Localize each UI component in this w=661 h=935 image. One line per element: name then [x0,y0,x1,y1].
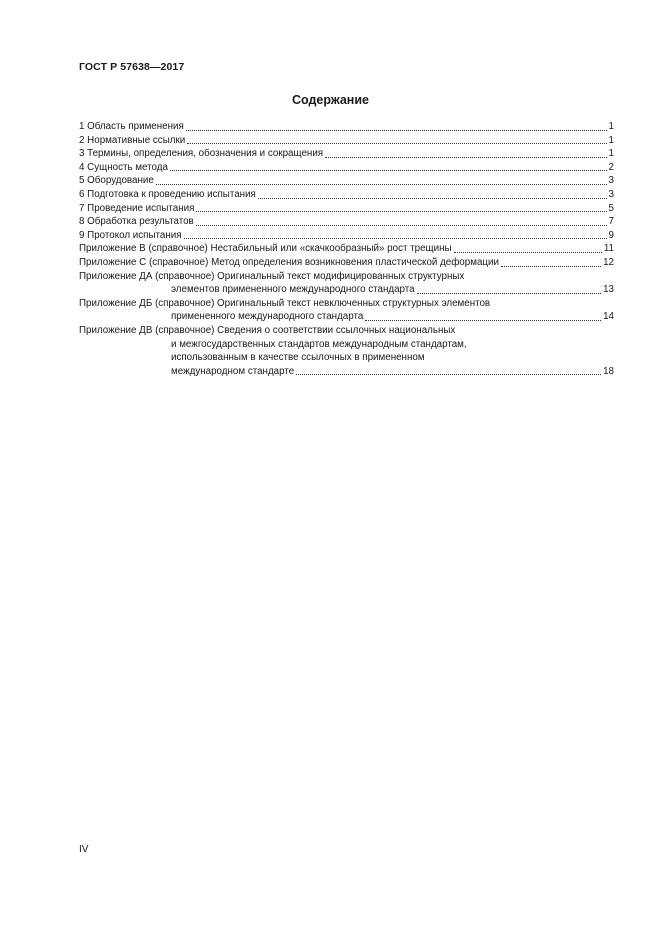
toc-entry-page: 13 [603,284,614,296]
toc-entry[interactable] [79,188,614,202]
toc-entry-page: 14 [603,311,614,323]
toc-entry-multiline[interactable] [79,324,614,378]
dot-leader [196,210,606,212]
toc-entry-label-line: Приложение ДВ (справочное) Сведения о соответствии ссылочных национальных [79,324,456,336]
toc-entry-page: 1 [608,121,614,132]
toc-entry-continuation [79,365,614,379]
toc-entry[interactable] [79,202,614,216]
table-of-contents [79,120,614,378]
toc-entry-label: 8 Обработка результатов [79,216,194,228]
dot-leader [454,251,602,253]
toc-entry-page: 3 [608,175,614,187]
toc-entry-label: 6 Подготовка к проведению испытания [79,188,256,200]
toc-entry-label: 2 Нормативные ссылки [79,134,186,146]
page-number: IV [79,844,89,855]
toc-entry-label-line: Приложение ДА (справочное) Оригинальный текст модифицированных структурных [79,270,465,282]
dot-leader [325,156,606,158]
dot-leader [156,183,607,185]
dot-leader [170,169,607,171]
toc-title: Содержание [291,93,369,107]
toc-entry-page: 1 [608,134,614,146]
dot-leader [196,224,607,226]
toc-entry-label-line: и межгосударственных стандартов международным стандартам, [171,338,467,350]
toc-entry-label: 4 Сущность метода [79,161,168,173]
toc-entry[interactable] [79,134,614,148]
toc-entry-label: 1 Область применения [79,121,184,132]
toc-entry-page: 3 [608,188,614,200]
toc-entry-page: 2 [608,161,614,173]
toc-entry[interactable] [79,242,614,256]
toc-entry-label-line: международном стандарте [171,365,295,377]
toc-entry-page: 12 [603,256,614,268]
toc-entry-label-line: элементов примененного международного стандарта [171,284,415,296]
toc-entry[interactable] [79,229,614,243]
dot-leader [184,237,607,239]
dot-leader [258,197,607,199]
toc-entry[interactable] [79,215,614,229]
toc-entry-label: Приложение С (справочное) Метод определения возникновения пластической деформации [79,256,499,268]
toc-entry-label-line: использованным в качестве ссылочных в примененном [171,352,425,364]
dot-leader [186,129,607,131]
toc-entry[interactable] [79,174,614,188]
dot-leader [187,142,606,144]
toc-entry-page: 18 [603,365,614,377]
toc-entry[interactable] [79,120,614,134]
toc-entry[interactable] [79,147,614,161]
toc-entry-page: 7 [608,216,614,228]
toc-entry-label: Приложение В (справочное) Нестабильный или «скачкообразный» рост трещины [79,243,452,255]
document-code: ГОСТ Р 57638—2017 [79,61,185,73]
toc-entry[interactable] [79,161,614,175]
dot-leader [296,373,601,375]
toc-entry-label: 3 Термины, определения, обозначения и сокращения [79,148,324,160]
dot-leader [365,319,601,321]
toc-entry-continuation [79,310,614,324]
toc-entry-multiline[interactable] [79,270,614,297]
toc-entry-label: 5 Оборудование [79,175,154,187]
dot-leader [501,265,601,267]
toc-entry-continuation [79,283,614,297]
toc-entry-page: 11 [603,243,614,255]
toc-entry-label-line: примененного международного стандарта [171,311,364,323]
toc-entry-page: 9 [608,229,614,241]
toc-entry-label-line: Приложение ДБ (справочное) Оригинальный текст невключенных структурных элементов [79,297,491,309]
toc-entry-label: 7 Проведение испытания [79,202,195,214]
toc-entry-page: 5 [608,202,614,214]
dot-leader [417,292,601,294]
toc-entry-page: 1 [608,148,614,160]
toc-entry-label: 9 Протокол испытания [79,229,182,241]
toc-entry[interactable] [79,256,614,270]
toc-entry-multiline[interactable] [79,297,614,324]
